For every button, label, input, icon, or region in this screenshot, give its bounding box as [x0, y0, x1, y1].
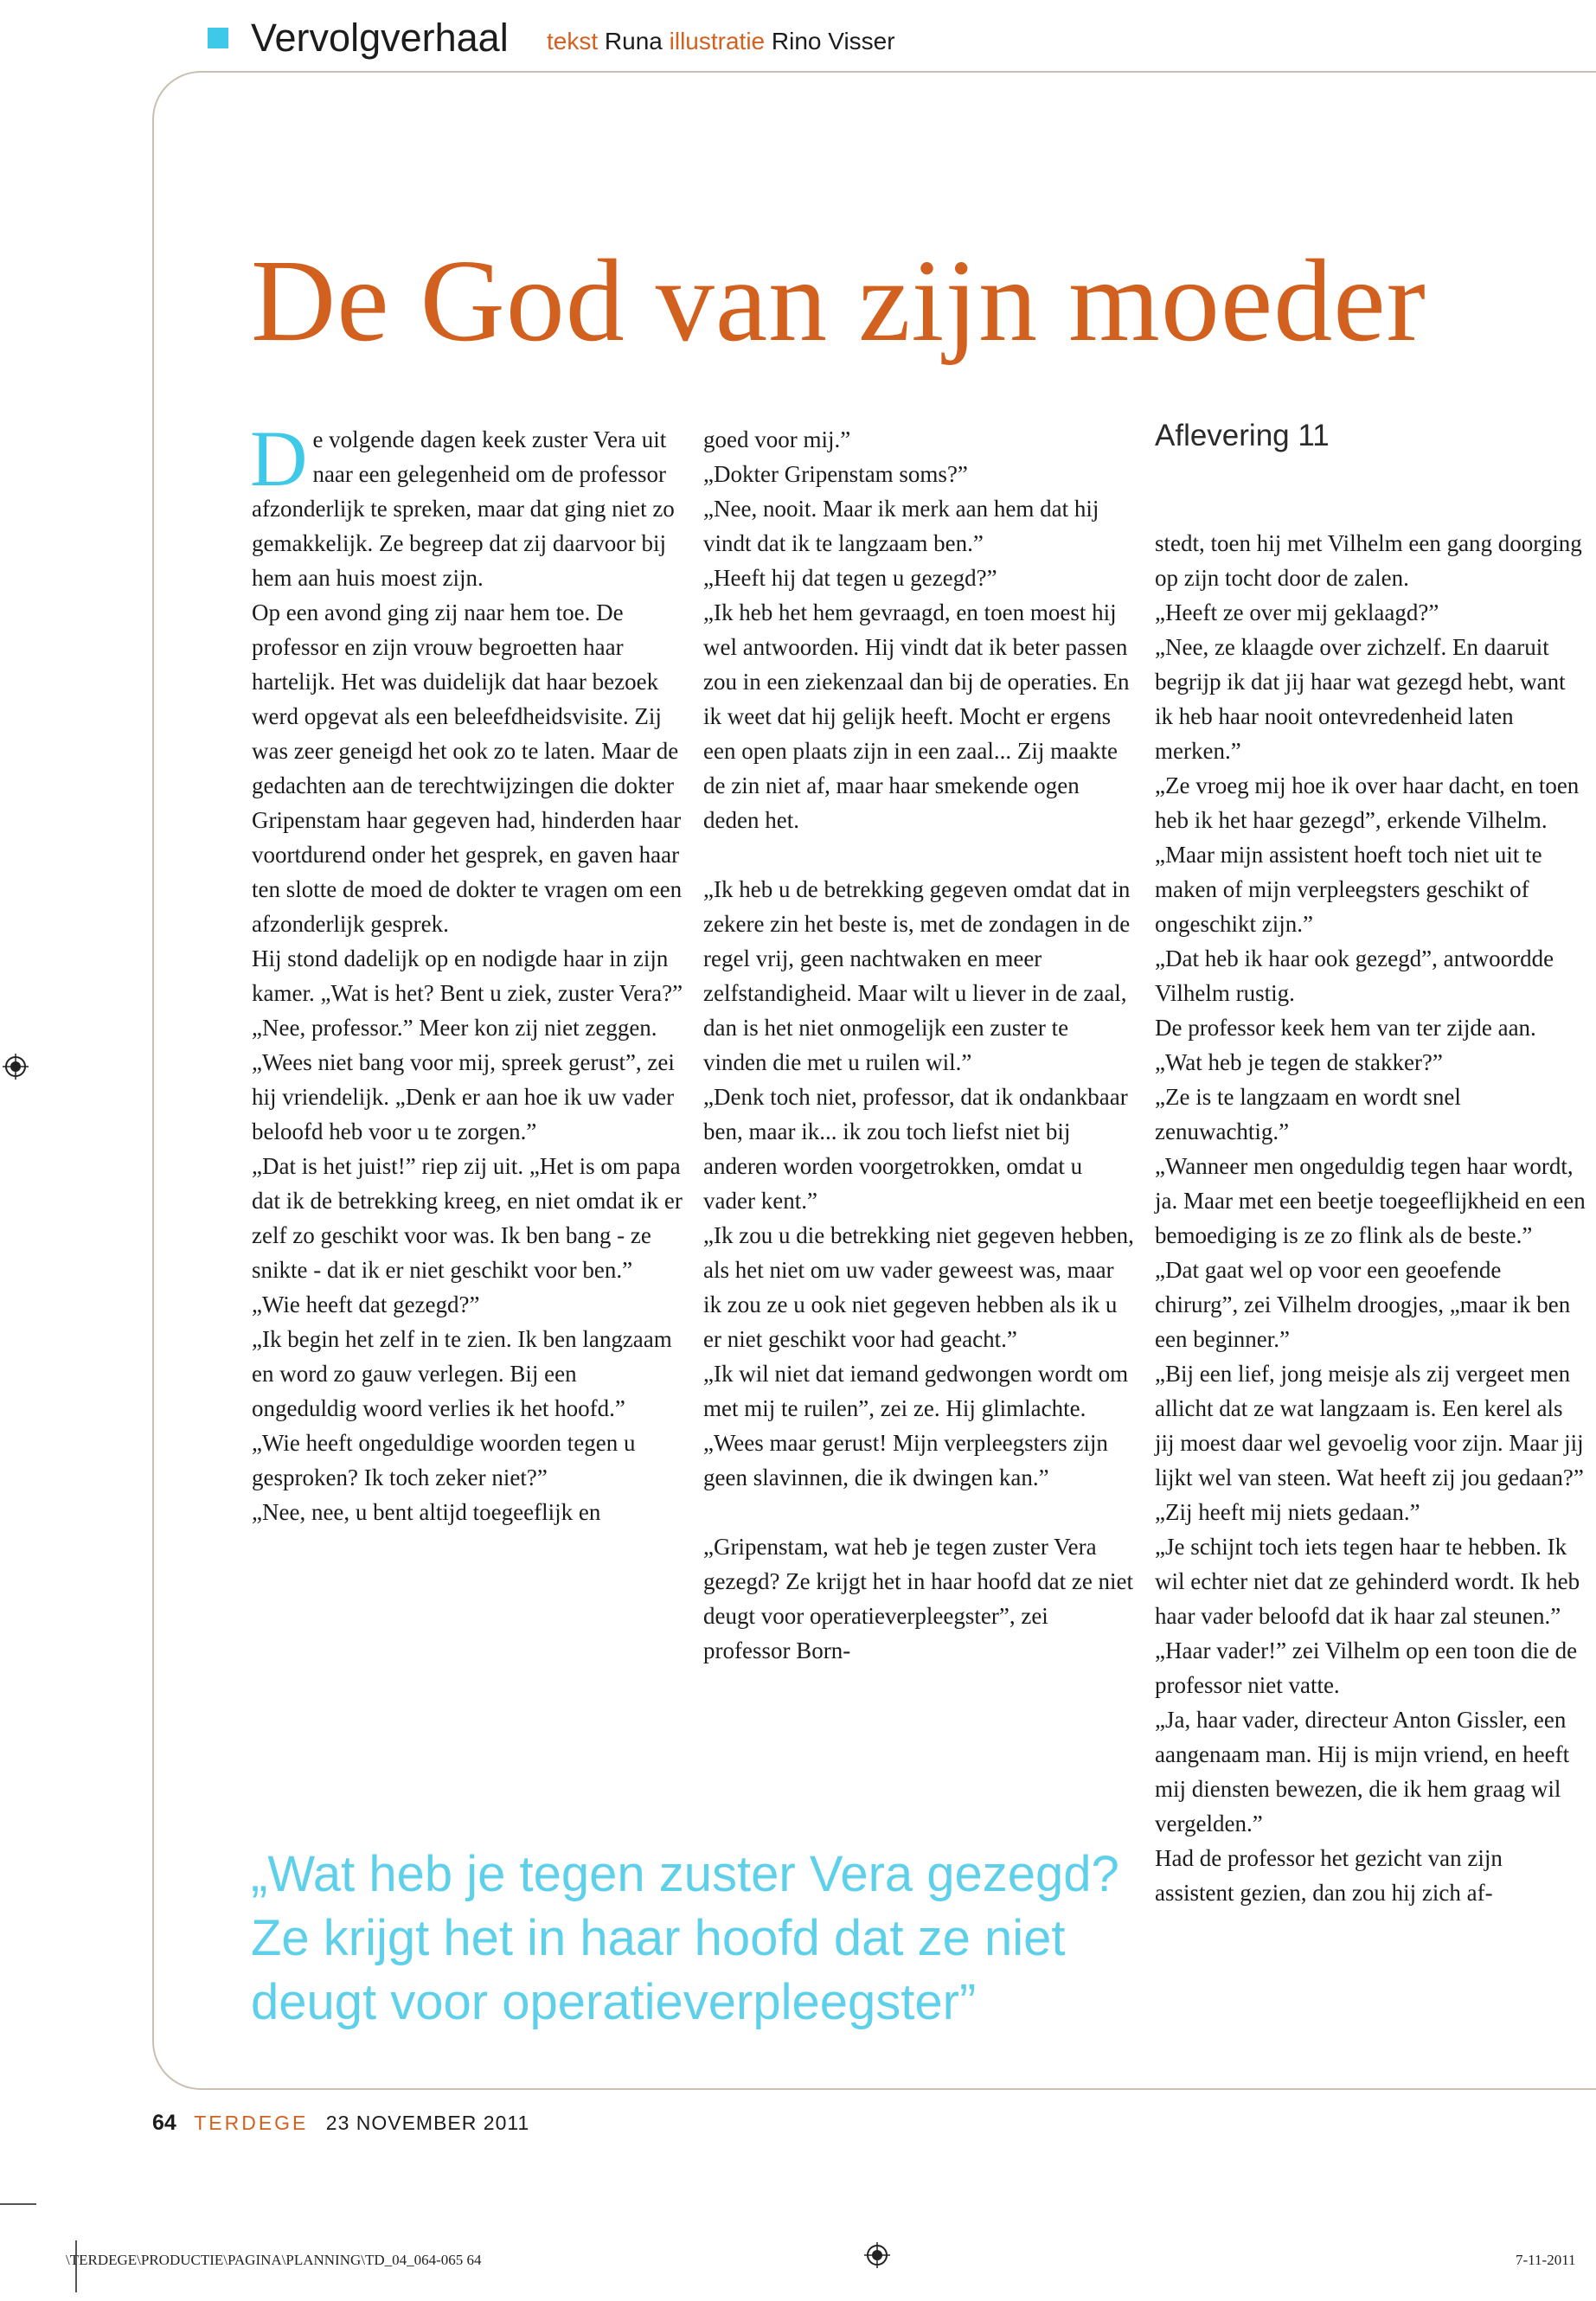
paragraph-gap — [703, 1495, 1136, 1529]
paragraph: stedt, toen hij met Vilhelm een gang doorging op zijn tocht door de zalen. — [1155, 530, 1582, 591]
paragraph: „Nee, nooit. Maar ik merk aan hem dat hij vindt dat ik te langzaam ben.” — [703, 496, 1099, 556]
paragraph: e volgende dagen keek zuster Vera uit naar een gelegenheid om de professor afzonderlijk te spreken, maar dat ging niet zo gemakkelijk. Ze begreep dat zij daarvoor bij hem aan huis moest zijn. — [252, 426, 675, 591]
slug-date: 7-11-2011 — [1516, 2252, 1576, 2268]
paragraph: „Nee, nee, u bent altijd toegeeflijk en — [252, 1499, 601, 1525]
paragraph: „Haar vader!” zei Vilhelm op een toon die de professor niet vatte. — [1155, 1638, 1578, 1698]
paragraph: „Dat is het juist!” riep zij uit. „Het is om papa dat ik de betrekking kreeg, en niet omdat ik er zelf zo geschikt voor was. Ik ben bang - ze snikte - dat ik er niet geschikt voor ben.” — [252, 1153, 683, 1283]
pull-quote-line: „Wat heb je tegen zuster Vera gezegd? — [251, 1846, 1119, 1902]
paragraph: „Wees niet bang voor mij, spreek gerust”, zei hij vriendelijk. „Denk er aan hoe ik uw vader beloofd heb voor u te zorgen.” — [252, 1049, 675, 1144]
paragraph: „Je schijnt toch iets tegen haar te hebben. Ik wil echter niet dat ze gehinderd wordt. Ik heb haar vader beloofd dat ik haar zal steunen.” — [1155, 1534, 1580, 1629]
paragraph: „Heeft ze over mij geklaagd?” — [1155, 599, 1439, 625]
issue-date: 23 NOVEMBER 2011 — [325, 2112, 530, 2134]
paragraph: „Heeft hij dat tegen u gezegd?” — [703, 565, 997, 591]
author-name: Runa — [604, 28, 663, 54]
section-title: Vervolgverhaal — [251, 16, 509, 60]
dropcap: D — [250, 414, 308, 503]
page-number: 64 — [152, 2111, 176, 2135]
paragraph: „Ze is te langzaam en wordt snel zenuwachtig.” — [1155, 1084, 1461, 1144]
paragraph: „Ik zou u die betrekking niet gegeven hebben, als het niet om uw vader geweest was, maar ik zou ze u ook niet gegeven hebben als ik u er niet geschikt voor had geacht.” — [703, 1222, 1134, 1352]
paragraph: Hij stond dadelijk op en nodigde haar in zijn kamer. „Wat is het? Bent u ziek, zuster Vera?” — [252, 945, 683, 1006]
paragraph: „Dat heb ik haar ook gezegd”, antwoordde Vilhelm rustig. — [1155, 945, 1554, 1006]
paragraph: goed voor mij.” — [703, 426, 851, 452]
pull-quote-line: Ze krijgt het in haar hoofd dat ze niet — [251, 1910, 1066, 1966]
paragraph: „Ik heb u de betrekking gegeven omdat dat in zekere zin het beste is, met de zondagen in de regel vrij, geen nachtwaken en meer zelfstandigheid. Maar wilt u liever in de zaal, dan is het niet onmogelijk een zuster te vinden die met u ruilen wil.” — [703, 876, 1131, 1075]
paragraph: „Bij een lief, jong meisje als zij vergeet men allicht dat ze wat langzaam is. Een kerel als jij moest daar wel gevoelig voor zijn. Maar jij lijkt wel van steen. Wat heeft zij jou gedaan?” — [1155, 1361, 1584, 1490]
paragraph: „Ze vroeg mij hoe ik over haar dacht, en toen heb ik het haar gezegd”, erkende Vilhelm. — [1155, 772, 1580, 833]
paragraph: „Wie heeft ongeduldige woorden tegen u gesproken? Ik toch zeker niet?” — [252, 1430, 636, 1490]
illustration-label: illustratie — [669, 28, 766, 54]
paragraph: „Gripenstam, wat heb je tegen zuster Vera gezegd? Ze krijgt het in haar hoofd dat ze niet deugt voor operatieverpleegster”, zei professor Born- — [703, 1534, 1134, 1663]
section-marker-square — [208, 28, 228, 48]
crop-mark — [0, 2203, 36, 2205]
text-label: tekst — [547, 28, 599, 54]
column-2 — [703, 422, 1136, 1668]
paragraph: „Zij heeft mij niets gedaan.” — [1155, 1499, 1420, 1525]
paragraph: „Dat gaat wel op voor een geoefende chirurg”, zei Vilhelm droogjes, „maar ik ben een beginner.” — [1155, 1257, 1571, 1352]
pull-quote-line: deugt voor operatieverpleegster” — [251, 1974, 977, 2030]
paragraph: „Wie heeft dat gezegd?” — [252, 1292, 480, 1317]
column-3 — [1155, 526, 1587, 1910]
credits — [547, 28, 895, 55]
illustrator-name: Rino Visser — [771, 28, 895, 54]
paragraph: „Ja, haar vader, directeur Anton Gissler, een aangenaam man. Hij is mijn vriend, en heeft mij diensten bewezen, die ik hem graag wil vergelden.” — [1155, 1707, 1570, 1836]
paragraph: „Ik begin het zelf in te zien. Ik ben langzaam en word zo gauw verlegen. Bij een ongeduldig woord verlies ik het hoofd.” — [252, 1326, 672, 1421]
magazine-name: TERDEGE — [194, 2112, 309, 2134]
paragraph: „Denk toch niet, professor, dat ik ondankbaar ben, maar ik... ik zou toch liefst niet bij anderen worden voorgetrokken, omdat u vader kent.” — [703, 1084, 1128, 1214]
paragraph: „Nee, professor.” Meer kon zij niet zeggen. — [252, 1015, 657, 1041]
registration-mark-icon — [864, 2242, 890, 2268]
pull-quote — [251, 1843, 1133, 2035]
paragraph-gap — [703, 837, 1136, 872]
paragraph: „Ik heb het hem gevraagd, en toen moest hij wel antwoorden. Hij vindt dat ik beter passen zou in een ziekenzaal dan bij de operaties. En ik weet dat hij gelijk heeft. Mocht er ergens een open plaats zijn in een zaal... Zij maakte de zin niet af, maar haar smekende ogen deden het. — [703, 599, 1130, 833]
paragraph: „Wanneer men ongeduldig tegen haar wordt, ja. Maar met een beetje toegeeflijkheid en een bemoediging is ze zo flink als de beste.” — [1155, 1153, 1586, 1248]
article-title: De God van zijn moeder — [251, 236, 1426, 366]
paragraph: „Nee, ze klaagde over zichzelf. En daaruit begrijp ik dat jij haar wat gezegd hebt, want ik heb haar nooit ontevredenheid laten merken.” — [1155, 634, 1566, 764]
paragraph: Op een avond ging zij naar hem toe. De professor en zijn vrouw begroetten haar hartelijk. Het was duidelijk dat haar bezoek werd opgevat als een beleefdheidsvisite. Zij was zeer geneigd het ook zo te laten. Maar de gedachten aan de terechtwijzingen die dokter Gripenstam haar gegeven had, hinderden haar voortdurend onder het gesprek, en gaven haar ten slotte de moed de dokter te vragen om een afzonderlijk gesprek. — [252, 599, 683, 937]
paragraph: „Ik wil niet dat iemand gedwongen wordt om met mij te ruilen”, zei ze. Hij glimlachte. „Wees maar gerust! Mijn verpleegsters zijn geen slavinnen, die ik dwingen kan.” — [703, 1361, 1129, 1490]
episode-label: Aflevering 11 — [1155, 419, 1330, 452]
slug-path: \TERDEGE\PRODUCTIE\PAGINA\PLANNING\TD_04_064-065 64 — [66, 2252, 482, 2268]
paragraph: Had de professor het gezicht van zijn assistent gezien, dan zou hij zich af- — [1155, 1845, 1503, 1906]
paragraph: „Dokter Gripenstam soms?” — [703, 461, 968, 487]
paragraph: De professor keek hem van ter zijde aan. „Wat heb je tegen de stakker?” — [1155, 1015, 1536, 1075]
page-footer — [152, 2111, 529, 2136]
registration-mark-icon — [3, 1054, 29, 1080]
paragraph: „Maar mijn assistent hoeft toch niet uit te maken of mijn verpleegsters geschikt of ongeschikt zijn.” — [1155, 842, 1542, 937]
column-1 — [250, 414, 684, 1529]
